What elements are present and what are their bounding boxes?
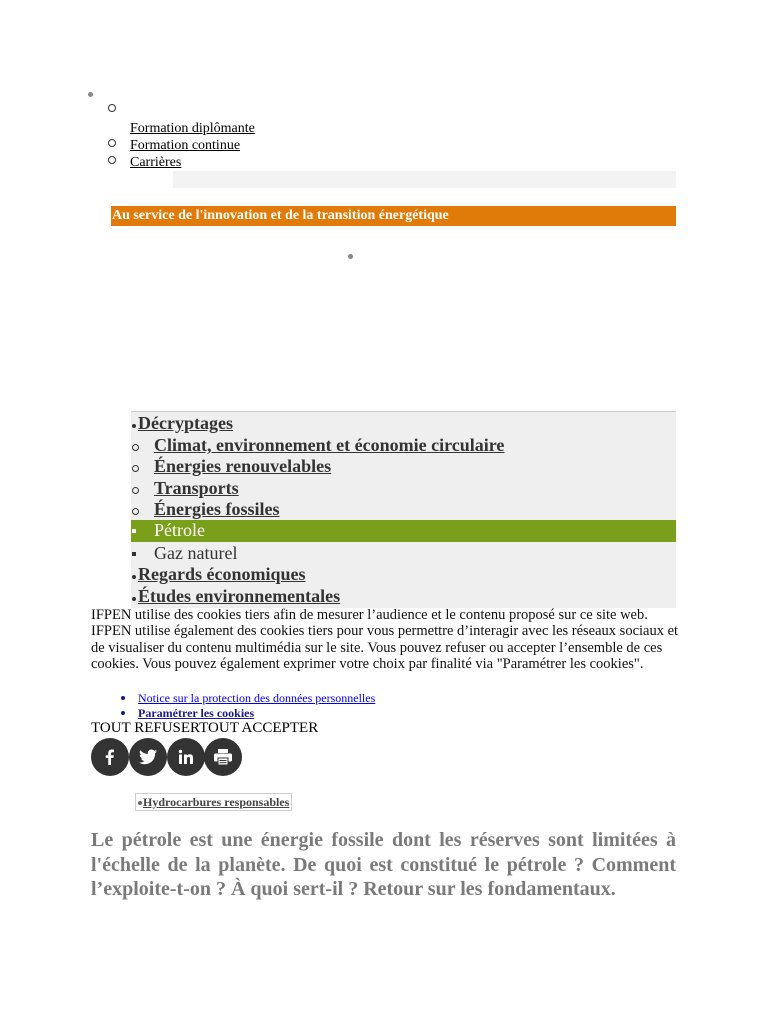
submenu-item-label[interactable]: Transports bbox=[154, 478, 239, 498]
submenu-item-label[interactable]: Gaz naturel bbox=[154, 543, 238, 563]
submenu-item-label[interactable]: Climat, environnement et économie circulaire bbox=[154, 435, 505, 455]
submenu-item-regards-economiques[interactable] bbox=[131, 564, 676, 585]
submenu-item-label[interactable]: Regards économiques bbox=[138, 564, 306, 584]
tag-bullet bbox=[138, 801, 142, 805]
nav-bullet bbox=[88, 92, 93, 97]
search-strip[interactable] bbox=[173, 171, 676, 188]
tag-label[interactable]: Hydrocarbures responsables bbox=[143, 795, 290, 809]
linkedin-share-button[interactable] bbox=[167, 738, 205, 776]
submenu-item-label[interactable]: Pétrole bbox=[154, 520, 205, 540]
facebook-share-button[interactable] bbox=[91, 738, 129, 776]
twitter-share-button[interactable] bbox=[129, 738, 167, 776]
submenu-bullet bbox=[132, 465, 139, 472]
facebook-icon bbox=[102, 749, 118, 765]
cookie-buttons bbox=[91, 720, 318, 737]
submenu-item-etudes-environnementales[interactable] bbox=[131, 586, 676, 607]
twitter-icon bbox=[139, 749, 157, 765]
submenu-bullet bbox=[132, 444, 139, 451]
nav-sub-bullet bbox=[108, 104, 116, 112]
nav-link-formation-diplomante[interactable]: Formation diplômante bbox=[130, 121, 255, 136]
submenu-bullet bbox=[132, 508, 139, 515]
submenu-bullet bbox=[132, 575, 136, 579]
article-intro: Le pétrole est une énergie fossile dont les réserves sont limitées à l'échelle de la planète. De quoi est constitué le pétrole ? Comment l’exploite-t-on ? À quoi sert-il ? Retour sur les fondamentaux. bbox=[91, 829, 676, 900]
print-icon bbox=[213, 748, 233, 766]
cookie-link-bullet bbox=[121, 696, 125, 700]
print-button[interactable] bbox=[204, 738, 242, 776]
tag-hydrocarbures[interactable] bbox=[135, 793, 292, 811]
submenu-item-label[interactable]: Études environnementales bbox=[138, 586, 341, 606]
submenu-item-energies-fossiles[interactable] bbox=[131, 499, 676, 520]
submenu-item-petrole[interactable] bbox=[131, 520, 676, 542]
submenu-item-climat[interactable] bbox=[131, 435, 676, 456]
nav-sub-bullet bbox=[108, 139, 116, 147]
empty-bullet bbox=[348, 254, 353, 259]
submenu-item-decryptages[interactable] bbox=[131, 413, 676, 434]
submenu-item-label[interactable]: Décryptages bbox=[138, 413, 233, 433]
submenu-item-gaz-naturel[interactable] bbox=[131, 543, 676, 564]
cookie-settings-link[interactable]: Paramétrer les cookies bbox=[138, 706, 255, 720]
cookie-link-bullet bbox=[121, 711, 125, 715]
section-submenu bbox=[131, 411, 676, 608]
submenu-bullet bbox=[132, 424, 136, 428]
refuse-all-button[interactable]: TOUT REFUSER bbox=[91, 720, 200, 736]
accept-all-button[interactable]: TOUT ACCEPTER bbox=[199, 720, 319, 736]
submenu-item-label[interactable]: Énergies fossiles bbox=[154, 499, 280, 519]
submenu-bullet bbox=[132, 597, 136, 601]
linkedin-icon bbox=[178, 749, 194, 765]
submenu-bullet bbox=[132, 552, 136, 556]
submenu-bullet bbox=[132, 487, 139, 494]
nav-link-carrieres[interactable]: Carrières bbox=[130, 155, 182, 170]
nav-link-formation-continue[interactable]: Formation continue bbox=[130, 138, 241, 153]
tagline-banner: Au service de l'innovation et de la transition énergétique bbox=[111, 206, 676, 226]
submenu-item-transports[interactable] bbox=[131, 478, 676, 499]
cookie-notice-text: IFPEN utilise des cookies tiers afin de mesurer l’audience et le contenu proposé sur ce site web. IFPEN utilise également des cookies tiers pour vous permettre d’interagir avec les réseaux sociaux et de visualiser du contenu multimédia sur le site. Vous pouvez refuser ou accepter l’ensemble de ces cookies. Vous pouvez également exprimer votre choix par finalité via "Paramétrer les cookies". bbox=[91, 607, 679, 672]
submenu-bullet bbox=[132, 529, 136, 533]
submenu-item-label[interactable]: Énergies renouvelables bbox=[154, 456, 332, 476]
submenu-item-energies-renouvelables[interactable] bbox=[131, 456, 676, 477]
privacy-notice-link[interactable]: Notice sur la protection des données personnelles bbox=[138, 691, 376, 705]
nav-sub-bullet bbox=[108, 156, 116, 164]
